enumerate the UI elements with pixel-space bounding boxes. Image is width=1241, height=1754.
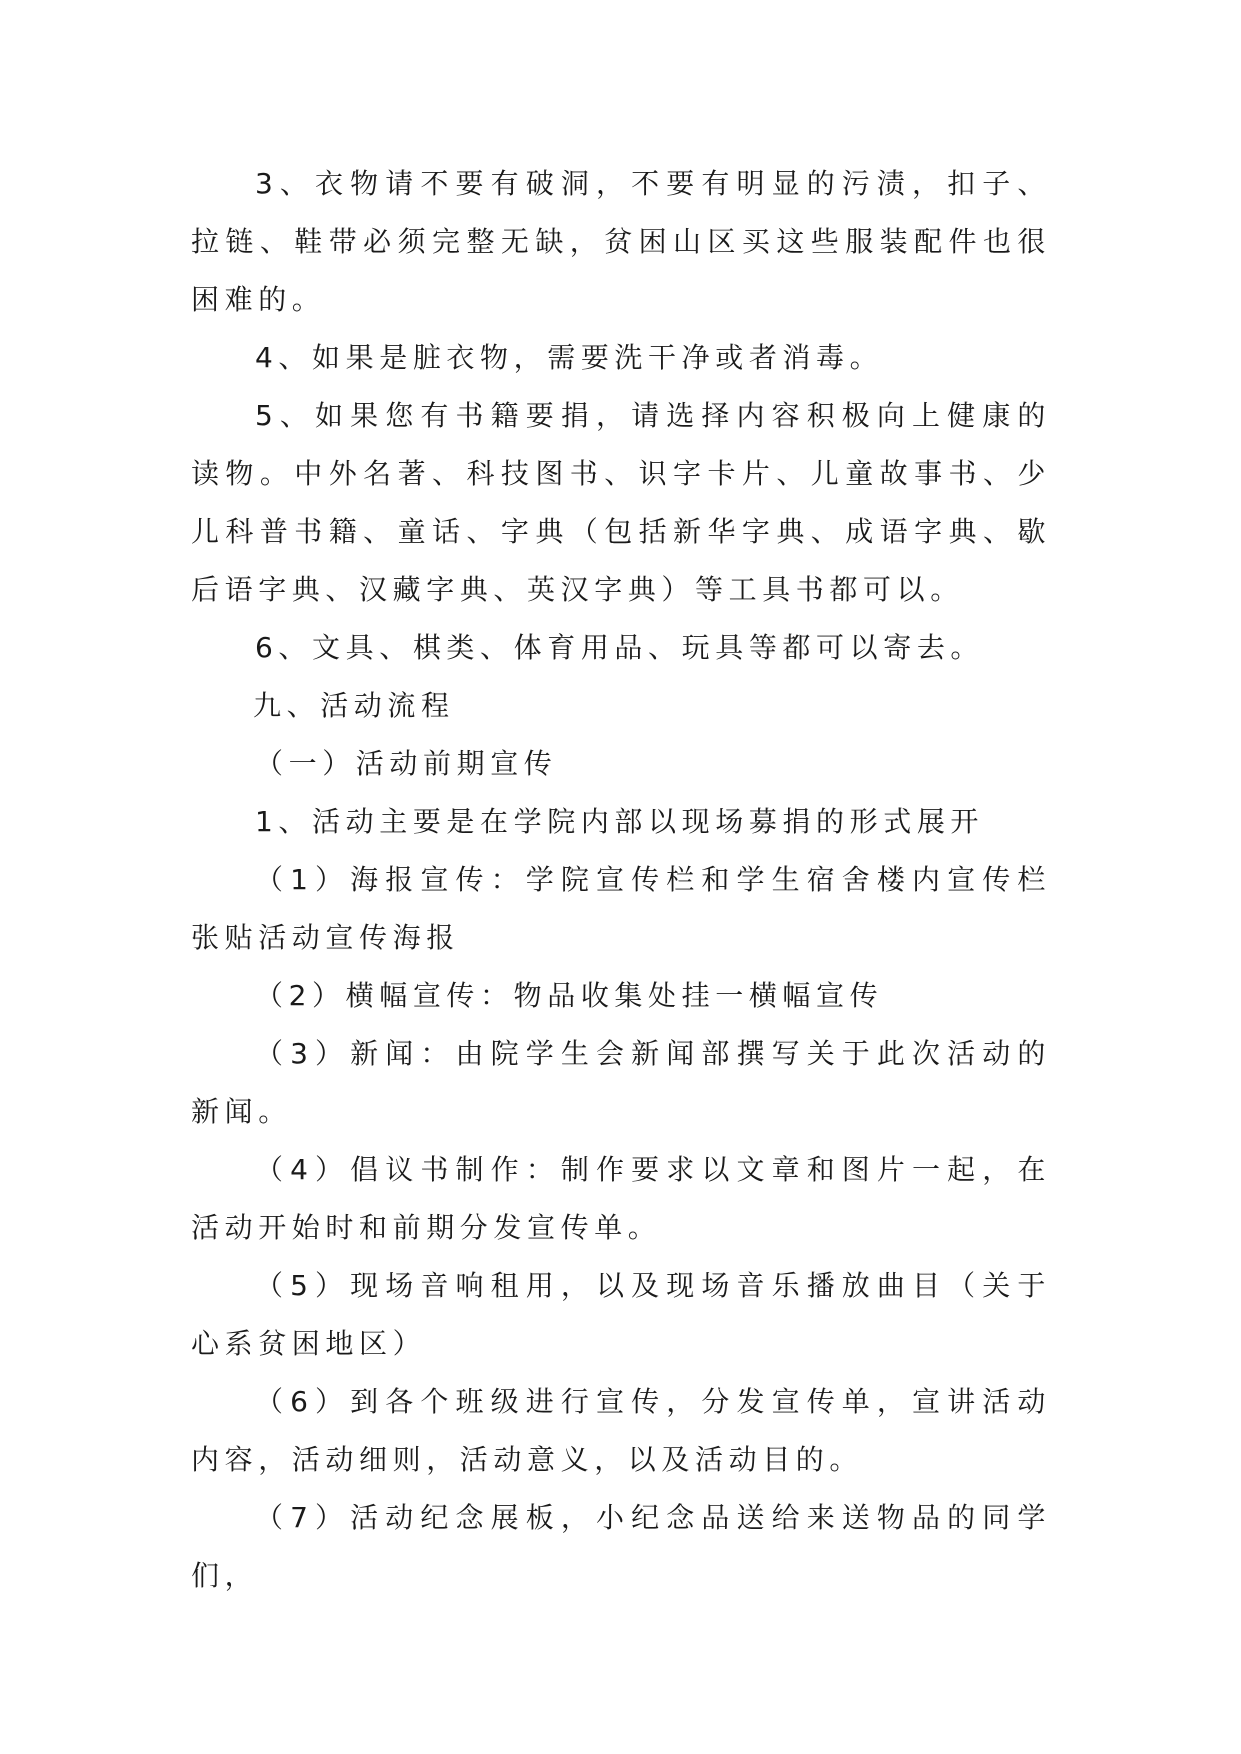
subsection-heading-early-publicity: （一）活动前期宣传 [255, 747, 558, 780]
paragraph-subitem-4-proposal: （4）倡议书制作：制作要求以文章和图片一起，在活动开始时和前期分发宣传单。 [191, 1153, 1051, 1244]
paragraph-item-5-books: 5、如果您有书籍要捐，请选择内容积极向上健康的读物。中外名著、科技图书、识字卡片、儿童故事书、少儿科普书籍、童话、字典（包括新华字典、成语字典、歇后语字典、汉藏字典、英汉字典）等工具书都可以。 [191, 399, 1051, 606]
paragraph-subitem-2-banner: （2）横幅宣传：物品收集处挂一横幅宣传 [255, 979, 884, 1012]
paragraph-subitem-1-poster: （1）海报宣传：学院宣传栏和学生宿舍楼内宣传栏张贴活动宣传海报 [191, 863, 1051, 954]
paragraph-item-6-stationery: 6、文具、棋类、体育用品、玩具等都可以寄去。 [255, 631, 985, 664]
paragraph-subitem-3-news: （3）新闻：由院学生会新闻部撰写关于此次活动的新闻。 [191, 1037, 1051, 1128]
paragraph-subitem-5-audio: （5）现场音响租用，以及现场音乐播放曲目（关于心系贫困地区） [191, 1269, 1051, 1360]
paragraph-item-1-on-site-donation: 1、活动主要是在学院内部以现场募捐的形式展开 [255, 805, 985, 838]
paragraph-item-3-clothing: 3、衣物请不要有破洞，不要有明显的污渍，扣子、拉链、鞋带必须完整无缺，贫困山区买这些服装配件也很困难的。 [191, 167, 1051, 316]
document-body [191, 155, 1051, 1605]
paragraph-item-4-dirty-clothes: 4、如果是脏衣物，需要洗干净或者消毒。 [255, 341, 884, 374]
paragraph-subitem-7-display-board: （7）活动纪念展板，小纪念品送给来送物品的同学们， [191, 1501, 1051, 1592]
section-heading-activity-process: 九、活动流程 [253, 689, 455, 722]
paragraph-subitem-6-class-publicity: （6）到各个班级进行宣传，分发宣传单，宣讲活动内容，活动细则，活动意义，以及活动目的。 [191, 1385, 1051, 1476]
